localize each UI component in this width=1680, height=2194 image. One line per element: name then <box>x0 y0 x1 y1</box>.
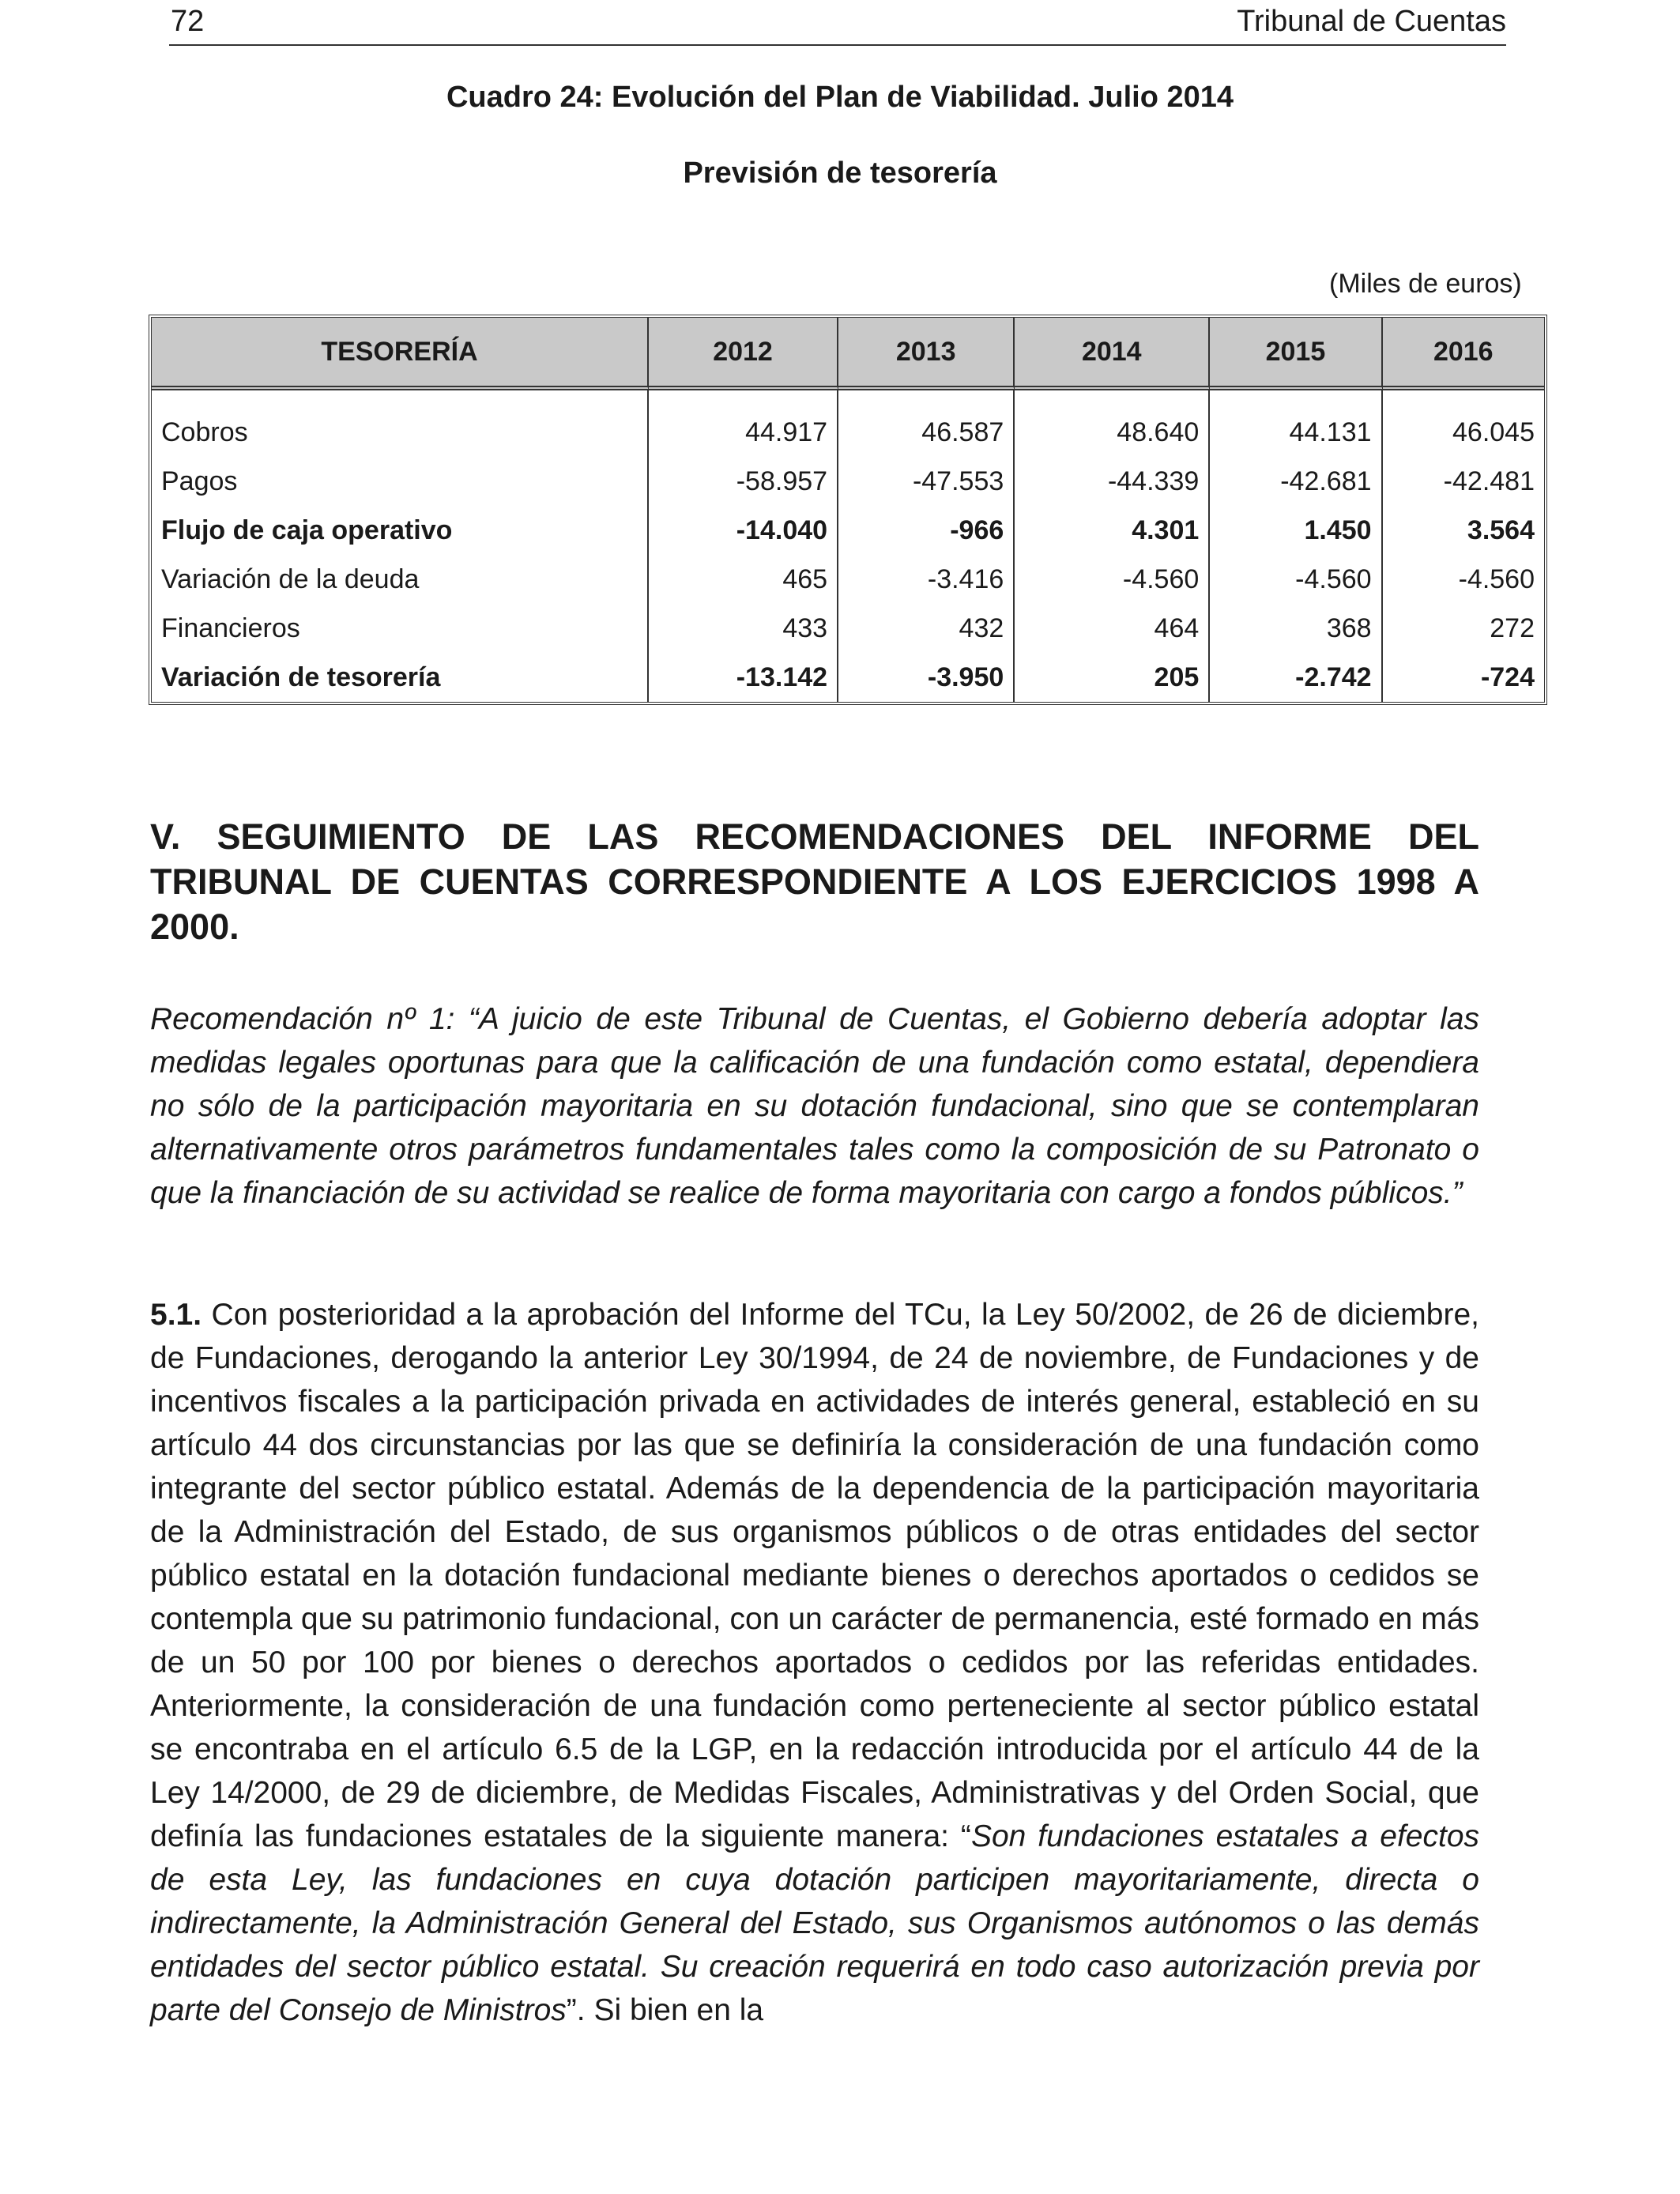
table-title: Cuadro 24: Evolución del Plan de Viabilidad. Julio 2014 <box>446 81 1234 114</box>
paragraph-text: Con posterioridad a la aprobación del Informe del TCu, la Ley 50/2002, de 26 de diciembre, de Fundaciones, derogando la anterior Ley 30/1994, de 24 de noviembre, de Fundaciones y de incentivos fiscales a la participación privada en actividades de interés general, estableció en su artículo 44 dos circunstancias por las que se definiría la consideración de una fundación como integrante del sector público estatal. Además de la dependencia de la participación mayoritaria de la Administración del Estado, de sus organismos públicos o de otras entidades del sector público estatal en la dotación fundacional mediante bienes o derechos aportados o cedidos se contempla que su patrimonio fundacional, con un carácter de permanencia, esté formado en más de un 50 por 100 por bienes o derechos aportados o cedidos por las referidas entidades. Anteriormente, la consideración de una fundación como perteneciente al sector público estatal se encontraba en el artículo 6.5 de la LGP, en la redacción introducida por el artículo 44 de la Ley 14/2000, de 29 de diciembre, de Medidas Fiscales, Administrativas y del Orden Social, que definía las fundaciones estatales de la siguiente manera: “ <box>150 1298 1479 1853</box>
table-cell: 44.131 <box>1210 390 1382 457</box>
table-header-row <box>152 318 1544 390</box>
table-cell: 464 <box>1015 604 1210 653</box>
table-cell: 272 <box>1490 613 1535 643</box>
table-cell: 46.587 <box>838 390 1015 457</box>
table-cell: 433 <box>649 604 838 653</box>
table-cell: -724 <box>1480 662 1535 692</box>
table-cell: -4.560 <box>1458 564 1535 594</box>
row-label: Cobros <box>152 390 649 457</box>
table-cell: -47.553 <box>838 457 1015 506</box>
column-header: 2013 <box>838 318 1015 390</box>
column-header: 2015 <box>1210 318 1382 390</box>
table-cell: -42.481 <box>1443 466 1535 496</box>
table-cell: 432 <box>838 604 1015 653</box>
row-label: Financieros <box>152 604 649 653</box>
legal-quote: Son fundaciones estatales a efectos de esta Ley, las fundaciones en cuya dotación participen mayoritariamente, directa o indirectamente, la Administración General del Estado, sus Organismos autónomos o las demás entidades del sector público estatal. Su creación requerirá en todo caso autorización previa por parte del Consejo de Ministros <box>150 1819 1480 2027</box>
table-cell: 44.917 <box>649 390 838 457</box>
table-cell: -3.416 <box>838 555 1015 604</box>
table-row <box>152 653 1544 702</box>
table-cell: -42.681 <box>1210 457 1382 506</box>
treasury-table <box>149 315 1547 705</box>
section-heading: V. SEGUIMIENTO DE LAS RECOMENDACIONES DEL INFORME DEL TRIBUNAL DE CUENTAS CORRESPONDIENTE A LOS EJERCICIOS 1998 A 2000. <box>150 816 1479 947</box>
table-cell: -966 <box>838 506 1015 555</box>
table-cell: -2.742 <box>1210 653 1382 702</box>
paragraph-number: 5.1. <box>150 1298 202 1332</box>
running-header-title: Tribunal de Cuentas <box>1237 5 1506 38</box>
units-note: (Miles de euros) <box>1329 269 1522 299</box>
table-row <box>152 604 1544 653</box>
table-row <box>152 390 1544 457</box>
table-cell: 465 <box>649 555 838 604</box>
table-cell: -13.142 <box>649 653 838 702</box>
page-number: 72 <box>171 5 205 38</box>
row-label: Variación de tesorería <box>152 653 649 702</box>
table-row <box>152 555 1544 604</box>
table-cell: -3.950 <box>838 653 1015 702</box>
row-label: Pagos <box>152 457 649 506</box>
column-header: 2012 <box>649 318 838 390</box>
table-cell: 48.640 <box>1015 390 1210 457</box>
table-cell: -4.560 <box>1210 555 1382 604</box>
table-cell: -44.339 <box>1015 457 1210 506</box>
table-cell: 368 <box>1210 604 1382 653</box>
paragraph-5-1 <box>150 1293 1479 2032</box>
row-label: Flujo de caja operativo <box>152 506 649 555</box>
recommendation-text: Recomendación nº 1: “A juicio de este Tribunal de Cuentas, el Gobierno debería adoptar las medidas legales oportunas para que la calificación de una fundación como estatal, dependiera no sólo de la participación mayoritaria en su dotación fundacional, sino que se contemplaran alternativamente otros parámetros fundamentales tales como la composición de su Patronato o que la financiación de su actividad se realice de forma mayoritaria con cargo a fondos públicos.” <box>150 1002 1479 1210</box>
table-cell: -14.040 <box>649 506 838 555</box>
table-cell: 1.450 <box>1210 506 1382 555</box>
column-header: 2016 <box>1383 318 1544 390</box>
table-subtitle: Previsión de tesorería <box>683 156 997 190</box>
table-row <box>152 506 1544 555</box>
table-cell: -58.957 <box>649 457 838 506</box>
table-cell: 205 <box>1015 653 1210 702</box>
table-row <box>152 457 1544 506</box>
table-cell: 3.564 <box>1467 515 1535 545</box>
table-cell: -4.560 <box>1015 555 1210 604</box>
paragraph-tail: ”. Si bien en la <box>566 1993 764 2027</box>
table-cell: 46.045 <box>1452 417 1535 447</box>
row-label: Variación de la deuda <box>152 555 649 604</box>
page-header <box>169 0 1506 46</box>
table-cell: 4.301 <box>1015 506 1210 555</box>
column-header: 2014 <box>1015 318 1210 390</box>
column-header: TESORERÍA <box>152 318 649 390</box>
